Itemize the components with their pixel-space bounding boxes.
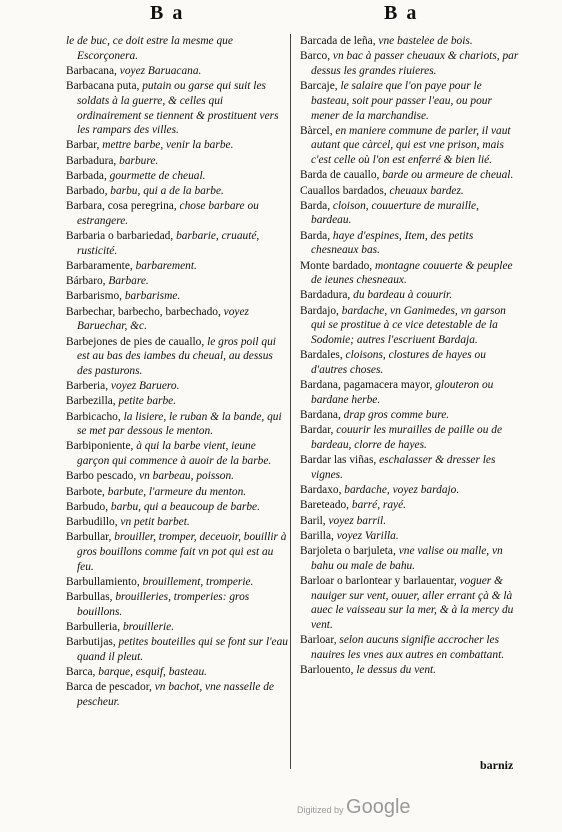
dictionary-entry	[66, 335, 288, 379]
entry-definition: vn bac à passer cheuaux & chariots, par dessus les grandes riuieres.	[311, 50, 519, 77]
dictionary-entry	[300, 199, 522, 228]
entry-definition: voyez Varilla.	[333, 529, 399, 542]
dictionary-entry	[66, 439, 288, 468]
entry-definition: chose barbare ou estrangere.	[77, 200, 259, 227]
entry-headword: Bardajo,	[300, 304, 339, 317]
dictionary-entry	[300, 574, 522, 633]
entry-headword: Barbar,	[66, 139, 100, 152]
entry-headword: Barbezilla,	[66, 395, 116, 408]
watermark-brand: Google	[346, 796, 411, 818]
entry-definition: petites bouteilles qui se font sur l'eau quand il pleut.	[77, 636, 288, 663]
dictionary-entry	[66, 485, 288, 500]
entry-definition: voyez Baruacana.	[116, 64, 202, 77]
entry-definition: le dessus du vent.	[353, 664, 437, 677]
left-running-header: B a	[150, 2, 185, 24]
entry-definition: Barbare.	[105, 275, 149, 288]
dictionary-entry	[300, 348, 522, 377]
entry-headword: Baril,	[300, 514, 326, 527]
entry-definition: montagne couuerte & peuplee de ieunes chesneaux.	[311, 259, 513, 287]
entry-headword: Barloar,	[300, 634, 337, 647]
entry-headword: Barbulleria,	[66, 620, 121, 633]
entry-headword: Bardana, pagamacera mayor,	[300, 379, 433, 392]
entry-headword: Barbaramente,	[66, 260, 133, 273]
entry-definition: haye d'espines, Item, des petits chesneaux bas.	[311, 229, 474, 257]
entry-headword: Bardales,	[300, 349, 343, 362]
dictionary-entry	[66, 680, 288, 709]
entry-headword: Barbote,	[66, 485, 105, 498]
entry-definition: vne bastelee de bois.	[375, 35, 473, 47]
entry-headword: Bardana,	[300, 409, 341, 422]
entry-definition: putain ou garse qui suit les soldats à la guerre, & celles qui ordinairement se tiennent & prostituent vers les rampars des villes.	[77, 80, 279, 137]
entry-definition: cloisons, clostures de hayes ou d'autres choses.	[311, 349, 486, 376]
entry-definition: le salaire que l'on paye pour le basteau, soit pour passer l'eau, ou pour mener de la marchandise.	[311, 80, 492, 122]
entry-definition: petite barbe.	[115, 395, 177, 408]
entry-definition: barbu, qui a de la barbe.	[107, 185, 224, 198]
entry-definition: à qui la barbe vient, ieune garçon qui commence à auoir de la barbe.	[77, 440, 272, 468]
dictionary-entry	[66, 169, 288, 184]
dictionary-entry	[66, 665, 288, 680]
right-running-header: B a	[384, 2, 419, 24]
entry-headword: Barlouento,	[300, 664, 354, 677]
dictionary-entry	[300, 304, 522, 348]
dictionary-entry	[66, 379, 288, 394]
dictionary-entry	[66, 410, 288, 439]
entry-definition: du bardeau à couurir.	[350, 289, 453, 302]
dictionary-entry	[300, 168, 522, 183]
dictionary-entry	[300, 633, 522, 662]
entry-headword: Barcada de leña,	[300, 35, 376, 47]
column-divider	[290, 34, 291, 769]
entry-definition: barbarement.	[132, 260, 197, 273]
dictionary-entry	[66, 620, 288, 635]
entry-definition: barbute, l'armeure du menton.	[104, 485, 247, 498]
dictionary-entry	[66, 79, 288, 138]
entry-headword: Bardar las viñas,	[300, 454, 377, 467]
entry-definition: drap gros comme bure.	[340, 409, 450, 422]
entry-headword: Barbaria o barbariedad,	[66, 230, 174, 243]
entry-definition: vn barbeau, poisson.	[136, 470, 234, 483]
entry-definition: eschalasser & dresser les vignes.	[311, 454, 496, 481]
entry-definition: barbu, qui a beaucoup de barbe.	[108, 500, 260, 513]
dictionary-entry	[300, 124, 522, 168]
entry-headword: Barbechar, barbecho, barbechado,	[66, 305, 221, 318]
dictionary-entry	[300, 79, 522, 123]
entry-headword: Barbarismo,	[66, 290, 122, 303]
entry-headword: Barbudo,	[66, 500, 109, 513]
dictionary-entry	[66, 530, 288, 574]
entry-headword: Barbejones de pies de cauallo,	[66, 335, 205, 348]
dictionary-entry	[300, 229, 522, 258]
dictionary-entry	[66, 305, 288, 334]
entry-headword: Barda,	[300, 199, 331, 212]
entry-definition: brouillement, tromperie.	[139, 575, 254, 588]
dictionary-entry	[300, 498, 522, 513]
entry-headword: Bàrcel,	[300, 124, 333, 137]
entry-headword: Bardar,	[300, 424, 334, 437]
entry-definition: en maniere commune de parler, il vaut autant que càrcel, qui est vne prison, mais c'est celle où l'on est enferré & bien lié.	[311, 124, 511, 167]
entry-definition: bardache, voyez bardajo.	[341, 484, 460, 497]
catchword: barniz	[480, 758, 514, 772]
entry-headword: Barbicacho,	[66, 410, 121, 423]
dictionary-entry	[300, 423, 522, 452]
entry-headword: Barbullar,	[66, 531, 112, 544]
entry-definition: vn bachot, vne nasselle de pescheur.	[77, 681, 274, 708]
entry-definition: vn petit barbet.	[117, 516, 190, 528]
entry-headword: Monte bardado,	[300, 259, 373, 272]
left-column	[66, 34, 288, 710]
dictionary-entry	[300, 408, 522, 423]
dictionary-entry	[66, 138, 288, 153]
entry-definition: cheuaux bardez.	[386, 184, 464, 197]
entry-headword: Barca de pescador,	[66, 681, 152, 694]
entry-definition: la lisiere, le ruban & la bande, qui se met par dessous le menton.	[77, 410, 282, 438]
entry-definition: brouilleries, tromperies: gros bouillons.	[77, 591, 250, 618]
entry-headword: Barbara, cosa peregrina,	[66, 200, 177, 213]
dictionary-entry	[300, 259, 522, 288]
entry-headword: Barbadura,	[66, 154, 117, 167]
right-column	[300, 34, 522, 678]
entry-definition: bardache, vn Ganimedes, vn garson qui se prostitue à ce vice detestable de la Sodomie; autres l'escriuent Bardaja.	[311, 304, 506, 347]
dictionary-entry	[66, 274, 288, 289]
entry-headword: Barjoleta o barjuleta,	[300, 544, 396, 557]
entry-definition: barbarisme.	[122, 290, 181, 303]
dictionary-entry	[66, 289, 288, 304]
dictionary-entry	[300, 288, 522, 303]
entry-definition: voguer & nauiger sur vent, ouuer, aller errant çà & là auec le vaisseau sur la mer, & à la mercy du vent.	[311, 574, 514, 631]
dictionary-entry	[66, 575, 288, 590]
entry-headword: Barbo pescado,	[66, 470, 137, 483]
entry-headword: Bareteado,	[300, 499, 350, 512]
entry-definition: voyez barril.	[325, 514, 387, 527]
dictionary-entry	[300, 49, 522, 78]
entry-definition: voyez Baruechar, &c.	[77, 305, 249, 333]
entry-headword: Bardadura,	[300, 289, 351, 302]
entry-headword: Barco,	[300, 50, 331, 63]
entry-headword: Barbacana,	[66, 64, 117, 77]
watermark-prefix: Digitized by	[297, 805, 344, 815]
dictionary-entry	[66, 184, 288, 199]
dictionary-entry	[300, 453, 522, 482]
entry-headword: Barbada,	[66, 169, 107, 182]
dictionary-entry	[66, 469, 288, 484]
entry-headword: Barloar o barlontear y barlauentar,	[300, 574, 457, 587]
dictionary-entry	[300, 529, 522, 544]
dictionary-entry	[66, 515, 288, 530]
dictionary-entry	[300, 483, 522, 498]
entry-headword: Barbutijas,	[66, 636, 116, 649]
entry-headword: Barbudillo,	[66, 516, 118, 528]
entry-definition: le de buc, ce doit estre la mesme que Escorçonera.	[66, 35, 233, 62]
dictionary-entry	[300, 544, 522, 573]
dictionary-entry	[66, 590, 288, 619]
entry-headword: Barbullamiento,	[66, 575, 140, 588]
dictionary-entry	[300, 184, 522, 199]
entry-definition: le gros poil qui est au bas des iambes du cheual, au dessus des pasturons.	[77, 335, 276, 377]
entry-headword: Bardaxo,	[300, 484, 342, 497]
dictionary-entry	[300, 663, 522, 678]
entry-definition: couurir les murailles de paille ou de bardeau, clorre de hayes.	[311, 424, 503, 451]
entry-headword: Barilla,	[300, 529, 334, 542]
dictionary-entry	[66, 154, 288, 169]
entry-definition: vne valise ou malle, vn bahu ou male de bahu.	[311, 544, 503, 572]
entry-headword: Barbacana puta,	[66, 80, 140, 93]
dictionary-entry	[66, 34, 288, 63]
dictionary-entry	[300, 34, 522, 49]
entry-headword: Barda,	[300, 229, 331, 242]
dictionary-entry	[66, 635, 288, 664]
dictionary-entry	[66, 229, 288, 258]
entry-headword: Barberia,	[66, 380, 109, 393]
entry-headword: Barcaje,	[300, 80, 338, 93]
entry-headword: Barbullas,	[66, 591, 113, 604]
dictionary-entry	[66, 259, 288, 274]
entry-headword: Barbiponiente,	[66, 440, 134, 453]
dictionary-entry	[66, 64, 288, 79]
entry-definition: mettre barbe, venir la barbe.	[99, 139, 234, 152]
dictionary-entry	[66, 199, 288, 228]
entry-headword: Barda de cauallo,	[300, 169, 380, 182]
dictionary-entry	[300, 378, 522, 407]
entry-definition: voyez Baruero.	[108, 380, 180, 393]
entry-definition: selon aucuns signifie accrocher les nauires les vnes aux autres en combattant.	[311, 634, 505, 661]
entry-definition: barque, esquif, basteau.	[95, 666, 207, 679]
dictionary-entry	[300, 514, 522, 529]
dictionary-entry	[66, 500, 288, 515]
entry-headword: Bárbaro,	[66, 275, 106, 288]
entry-definition: gourmette de cheual.	[106, 169, 206, 182]
entry-definition: barré, rayé.	[349, 499, 406, 512]
digitization-watermark	[297, 796, 411, 819]
entry-definition: barbure.	[116, 154, 159, 167]
entry-definition: cloison, couuerture de muraille, bardeau.	[311, 199, 479, 227]
entry-definition: barbarie, cruauté, rusticité.	[77, 230, 260, 257]
entry-headword: Cauallos bardados,	[300, 184, 387, 197]
entry-definition: barde ou armeure de cheual.	[379, 169, 514, 182]
entry-definition: brouiller, tromper, deceuoir, bouillir à gros bouillons comme fait vn pot qui est au feu.	[77, 531, 287, 573]
entry-headword: Barbado,	[66, 185, 108, 198]
entry-definition: brouillerie.	[120, 620, 175, 633]
dictionary-entry	[66, 394, 288, 409]
entry-headword: Barca,	[66, 666, 96, 679]
entry-definition: glouteron ou bardane herbe.	[311, 379, 494, 406]
